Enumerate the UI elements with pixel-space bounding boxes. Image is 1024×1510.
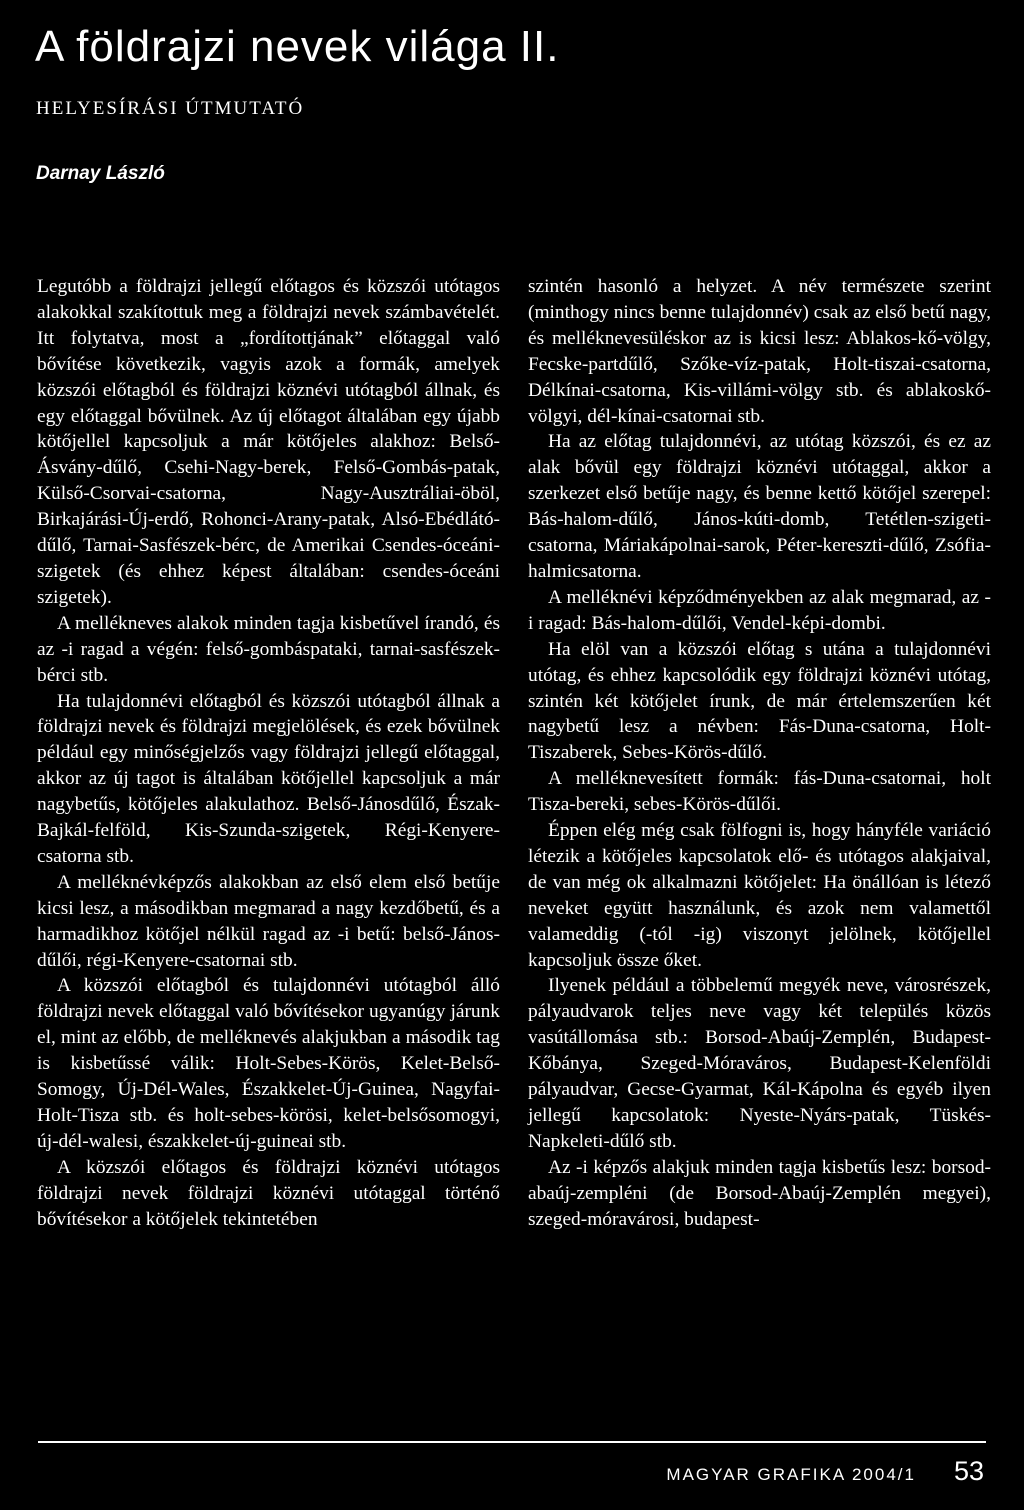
paragraph: A közszói előtagból és tulajdonnévi utótagból álló földrajzi nevek előtaggal való bővítésekor ugyanúgy járunk el, mint az előbb, de melléknevés alakjukban a második tag is kisbetűssé válik: Holt-Sebes-Körös, Kelet-Belső-Somogy, Új-Dél-Wales, Északkelet-Új-Guinea, Nagyfai-Holt-Tisza stb. és holt-sebes-körösi, kelet-belsősomogyi, új-dél-walesi, északkelet-új-guineai stb.	[37, 975, 500, 1152]
left-text-column	[37, 274, 500, 1233]
paragraph: A melléknevesített formák: fás-Duna-csatornai, holt Tisza-bereki, sebes-Körös-dűlői.	[528, 768, 991, 816]
paragraph: Ilyenek például a többelemű megyék neve, városrészek, pályaudvarok teljes neve vagy két település közös vasútállomása stb.: Borsod-Abaúj-Zemplén, Budapest-Kőbánya, Szeged-Móraváros, Budapest-Kelenföldi pályaudvar, Gecse-Gyarmat, Kál-Kápolna és egyéb ilyen jellegű kapcsolatok: Nyeste-Nyárs-patak, Tüskés-Napkeleti-dűlő stb.	[528, 975, 991, 1152]
article-author: Darnay László	[36, 163, 165, 184]
page-footer	[666, 1456, 984, 1487]
paragraph: Éppen elég még csak fölfogni is, hogy hányféle variáció létezik a kötőjeles kapcsolatok elő- és utótagos alakjaival, de van még ok alkalmazni kötőjelet: Ha önállóan is létező neveket együtt használunk, és azok nem valamettől valameddig (-tól -ig) viszonyt jelölnek, kötőjellel kapcsoljuk össze őket.	[528, 820, 991, 971]
article-subtitle: HELYESÍRÁSI ÚTMUTATÓ	[36, 98, 305, 119]
paragraph: A melléknévképzős alakokban az első elem első betűje kicsi lesz, a másodikban megmarad a nagy kezdőbetű, és a harmadikhoz kötőjel nélkül ragad az -i betű: belső-János-dűlői, régi-Kenyere-csatornai stb.	[37, 871, 500, 971]
paragraph: Legutóbb a földrajzi jellegű előtagos és közszói utótagos alakokkal szakítottuk meg a földrajzi nevek számbavételét. Itt folytatva, most a „fordítottjának” előtaggal való bővítése következik, vagyis azok a formák, amelyek közszói előtagból és földrajzi köznévi utótagból állnak, és egy előtaggal bővülnek. Az új előtagot általában egy újabb kötőjellel kapcsoljuk a már kötőjeles alakhoz: Belső-Ásvány-dűlő, Csehi-Nagy-berek, Felső-Gombás-patak, Külső-Csorvai-csatorna, Nagy-Ausztráliai-öböl, Birkajárási-Új-erdő, Rohonci-Arany-patak, Alsó-Ebédlátó-dűlő, Tarnai-Sasfészek-bérc, de Amerikai Csendes-óceáni-szigetek (és ehhez képest általában: csendes-óceáni szigetek).	[37, 276, 500, 608]
paragraph: Ha az előtag tulajdonnévi, az utótag közszói, és ez az alak bővül egy földrajzi köznévi utótaggal, akkor a szerkezet első betűje nagy, és benne kettő kötőjel szerepel: Bás-halom-dűlő, János-kúti-domb, Tetétlen-szigeti-csatorna, Máriakápolnai-sarok, Péter-kereszti-dűlő, Zsófia-halmicsatorna.	[528, 431, 991, 582]
right-text-column	[528, 274, 991, 1233]
paragraph: Ha elöl van a közszói előtag s utána a tulajdonnévi utótag, és ehhez kapcsolódik egy földrajzi köznévi utótag, szintén két kötőjelet írunk, de már értelemszerűen két nagybetű lesz a névben: Fás-Duna-csatorna, Holt-Tiszaberek, Sebes-Körös-dűlő.	[528, 638, 991, 764]
paragraph: Az -i képzős alakjuk minden tagja kisbetűs lesz: borsod-abaúj-zempléni (de Borsod-Abaúj-Zemplén megyei), szeged-móravárosi, budapest-	[528, 1156, 991, 1230]
paragraph: A mellékneves alakok minden tagja kisbetűvel írandó, és az -i ragad a végén: felső-gombáspataki, tarnai-sasfészek-bérci stb.	[37, 612, 500, 686]
paragraph: Ha tulajdonnévi előtagból és közszói utótagból állnak a földrajzi nevek és földrajzi megjelölések, és ezek bővülnek például egy minőségjelzős vagy földrajzi jellegű előtaggal, akkor az új tagot is általában kötőjellel kapcsoljuk a már nagybetűs, kötőjeles alakulathoz. Belső-Jánosdűlő, Észak-Bajkál-felföld, Kis-Szunda-szigetek, Régi-Kenyere-csatorna stb.	[37, 690, 500, 867]
paragraph: szintén hasonló a helyzet. A név természete szerint (minthogy nincs benne tulajdonnév) csak az első betű nagy, és melléknevesüléskor az is kicsi lesz: Ablakos-kő-völgy, Fecske-partdűlő, Szőke-víz-patak, Holt-tiszai-csatorna, Délkínai-csatorna, Kis-villámi-völgy stb. és ablakoskő-völgyi, dél-kínai-csatornai stb.	[528, 276, 991, 427]
paragraph: A melléknévi képződményekben az alak megmarad, az -i ragad: Bás-halom-dűlői, Vendel-képi-dombi.	[528, 586, 991, 634]
page-number: 53	[953, 1456, 984, 1486]
article-title: A földrajzi nevek világa II.	[35, 22, 560, 71]
journal-name: MAGYAR GRAFIKA 2004/1	[666, 1465, 916, 1484]
paragraph: A közszói előtagos és földrajzi köznévi utótagos földrajzi nevek földrajzi köznévi utótaggal történő bővítésekor a kötőjelek tekintetében	[37, 1156, 500, 1230]
footer-divider	[38, 1441, 986, 1443]
